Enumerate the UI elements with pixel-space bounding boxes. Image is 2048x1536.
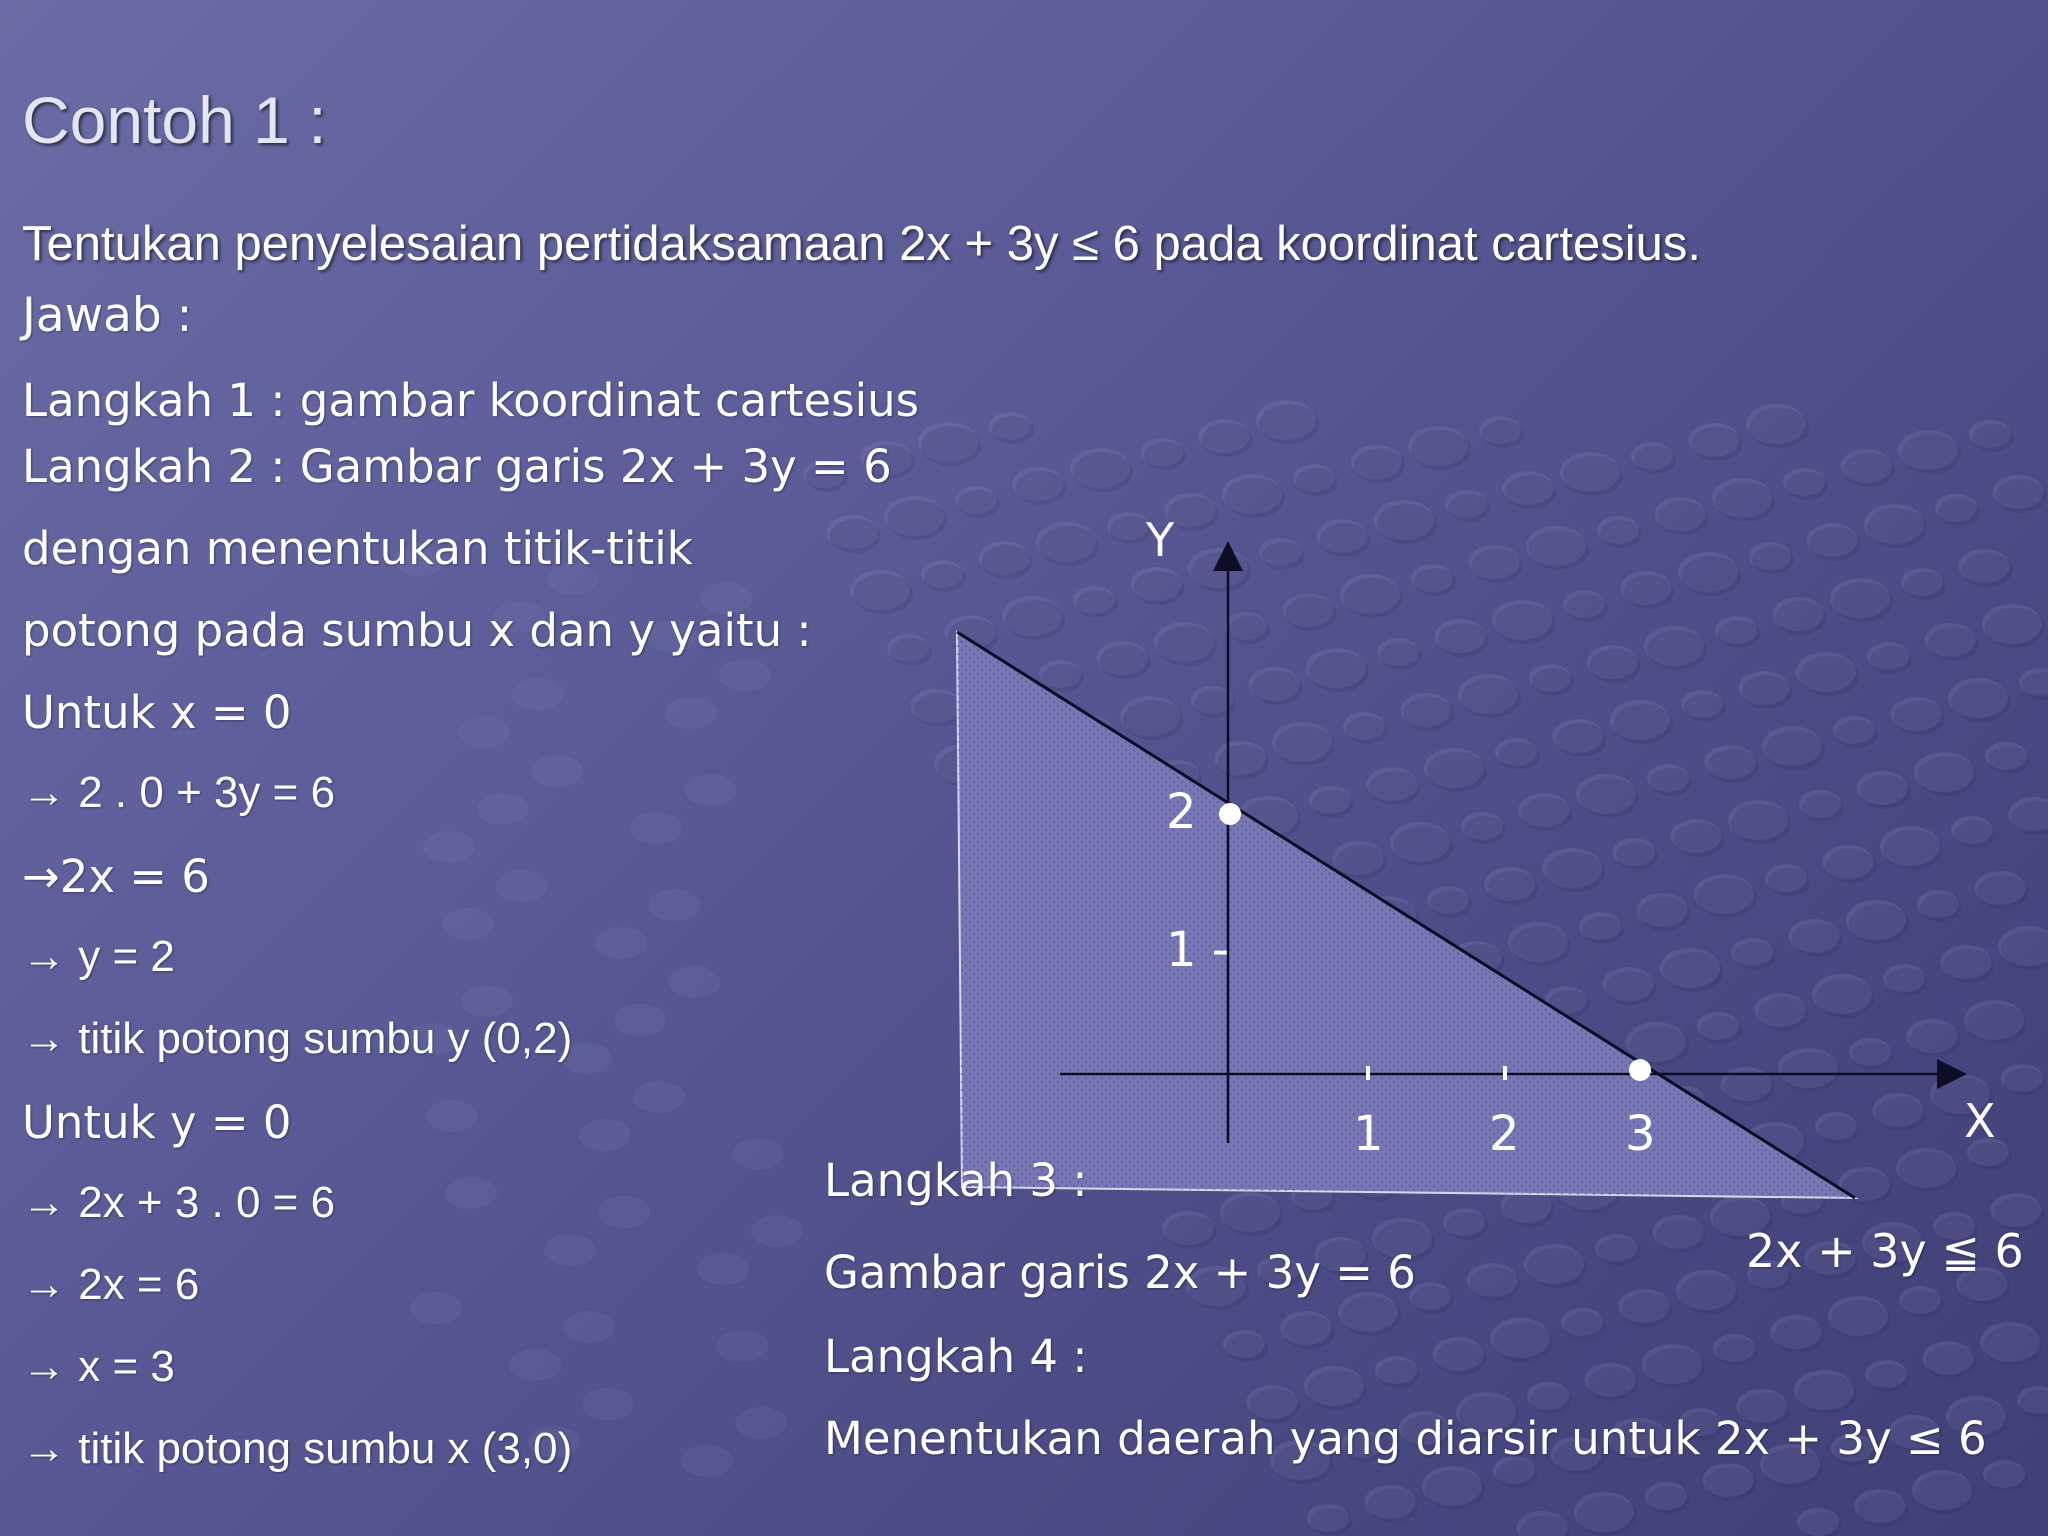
x-tick-label-1: 1 bbox=[1353, 1106, 1384, 1162]
y-tick-label-2: 2 bbox=[1166, 784, 1197, 840]
step-4-detail: Menentukan daerah yang diarsir untuk 2x + 3y ≤ 6 bbox=[824, 1412, 1987, 1465]
step-2-detail-b: potong pada sumbu x dan y yaitu : bbox=[22, 604, 812, 657]
calc-line-4: → 2x + 3 . 0 = 6 bbox=[22, 1178, 336, 1227]
y-intercept-point bbox=[1219, 803, 1241, 825]
calc-line-2: →2x = 6 bbox=[22, 850, 210, 903]
y-intercept-result: → titik potong sumbu y (0,2) bbox=[22, 1014, 573, 1063]
y-axis-label: Y bbox=[1146, 513, 1175, 567]
x-intercept-result: → titik potong sumbu x (3,0) bbox=[22, 1424, 573, 1473]
calc-line-3: → y = 2 bbox=[22, 932, 175, 981]
case-x-zero: Untuk x = 0 bbox=[22, 686, 292, 739]
region-label: 2x + 3y ≦ 6 bbox=[1746, 1224, 2024, 1278]
step-4: Langkah 4 : bbox=[824, 1330, 1088, 1383]
step-1: Langkah 1 : gambar koordinat cartesius bbox=[22, 374, 920, 427]
y-tick-label-1: 1 - bbox=[1166, 922, 1230, 978]
problem-statement: Tentukan penyelesaian pertidaksamaan 2x + 3y ≤ 6 pada koordinat cartesius. bbox=[22, 217, 1701, 271]
step-2: Langkah 2 : Gambar garis 2x + 3y = 6 bbox=[22, 440, 892, 493]
x-tick-label-3: 3 bbox=[1625, 1106, 1656, 1162]
step-3-detail: Gambar garis 2x + 3y = 6 bbox=[824, 1246, 1416, 1299]
calc-line-1: → 2 . 0 + 3y = 6 bbox=[22, 768, 336, 817]
calc-line-6: → x = 3 bbox=[22, 1342, 175, 1391]
step-2-detail-a: dengan menentukan titik-titik bbox=[22, 522, 693, 575]
x-axis-label: X bbox=[1964, 1094, 1996, 1148]
case-y-zero: Untuk y = 0 bbox=[22, 1096, 292, 1149]
calc-line-5: → 2x = 6 bbox=[22, 1260, 200, 1309]
x-tick-label-2: 2 bbox=[1489, 1106, 1520, 1162]
slide-title: Contoh 1 : bbox=[22, 83, 327, 157]
answer-label: Jawab : bbox=[22, 288, 193, 343]
step-3: Langkah 3 : bbox=[824, 1154, 1088, 1207]
x-intercept-point bbox=[1629, 1059, 1651, 1081]
